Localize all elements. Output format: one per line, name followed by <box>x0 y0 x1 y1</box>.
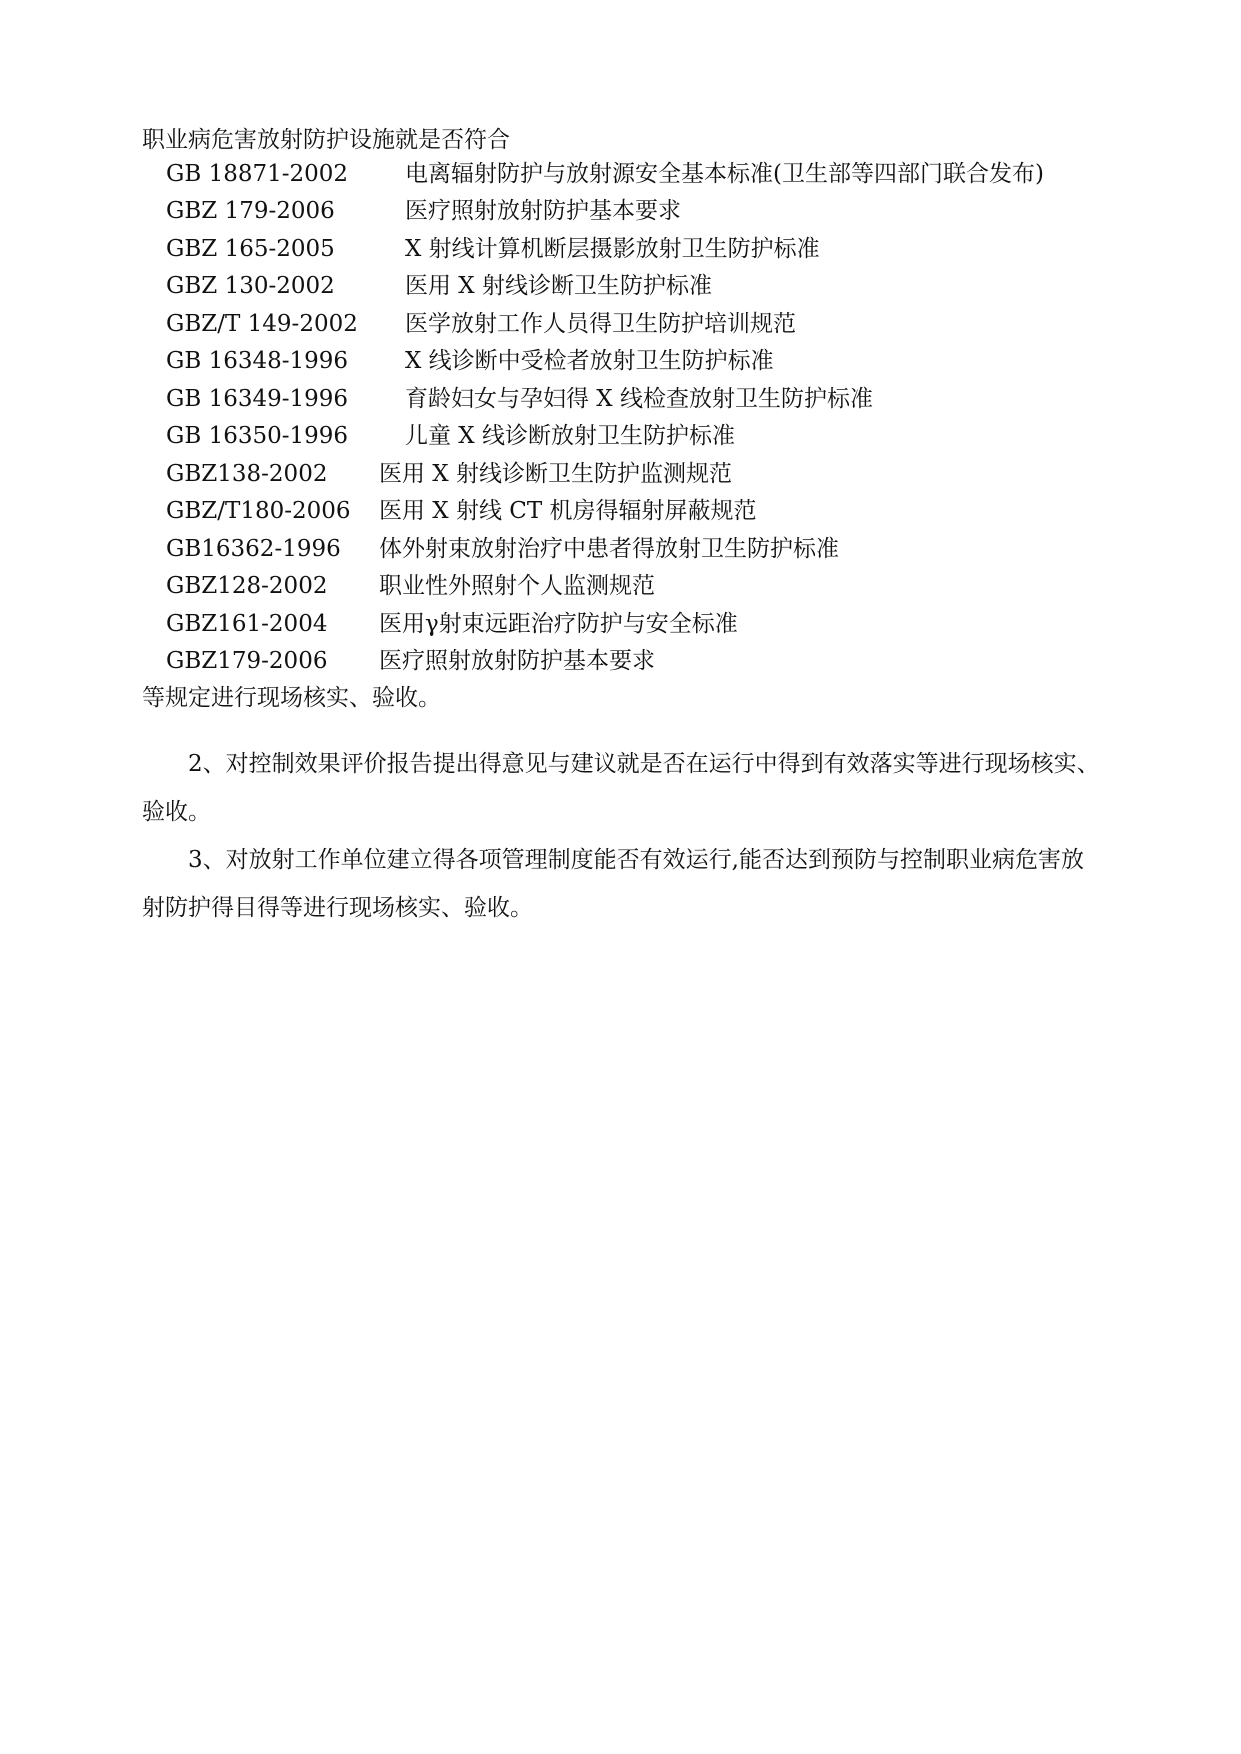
standard-row <box>0 384 1241 414</box>
standard-title: 医疗照射放射防护基本要求 <box>379 648 655 674</box>
standard-code: GBZ 179-2006 <box>166 198 335 224</box>
closing-line: 等规定进行现场核实、验收。 <box>142 685 441 711</box>
standard-code: GBZ 130-2002 <box>166 273 335 299</box>
standard-row <box>0 309 1241 339</box>
standard-title: 医学放射工作人员得卫生防护培训规范 <box>405 311 796 337</box>
paragraph-3 <box>142 836 1102 932</box>
standard-row <box>0 646 1241 676</box>
standard-row <box>0 159 1241 189</box>
standard-code: GBZ/T 149-2002 <box>166 311 358 337</box>
standard-code: GB 16349-1996 <box>166 386 349 412</box>
paragraph-3-text: 3、对放射工作单位建立得各项管理制度能否有效运行,能否达到预防与控制职业病危害放射防护得目得等进行现场核实、验收。 <box>142 847 1084 921</box>
standard-row <box>0 534 1241 564</box>
standard-title: 电离辐射防护与放射源安全基本标准(卫生部等四部门联合发布) <box>405 161 1044 187</box>
standard-code: GBZ138-2002 <box>166 461 328 487</box>
standard-code: GBZ161-2004 <box>166 611 328 637</box>
standard-code: GB 18871-2002 <box>166 161 349 187</box>
standard-title: 儿童 X 线诊断放射卫生防护标准 <box>405 423 735 449</box>
standard-row <box>0 459 1241 489</box>
paragraph-2 <box>142 740 1102 836</box>
standard-row <box>0 609 1241 639</box>
standard-code: GB16362-1996 <box>166 536 341 562</box>
standard-title: 医用 X 射线 CT 机房得辐射屏蔽规范 <box>379 498 757 524</box>
standard-row <box>0 496 1241 526</box>
standard-row <box>0 271 1241 301</box>
standard-title: 育龄妇女与孕妇得 X 线检查放射卫生防护标准 <box>405 386 873 412</box>
standard-title: 医用γ射束远距治疗防护与安全标准 <box>379 611 738 637</box>
standard-code: GB 16350-1996 <box>166 423 349 449</box>
standard-row <box>0 421 1241 451</box>
standard-code: GBZ179-2006 <box>166 648 328 674</box>
standard-row <box>0 346 1241 376</box>
standard-title: 体外射束放射治疗中患者得放射卫生防护标准 <box>379 536 839 562</box>
standard-row <box>0 196 1241 226</box>
paragraph-2-text: 2、对控制效果评价报告提出得意见与建议就是否在运行中得到有效落实等进行现场核实、验收。 <box>142 751 1100 825</box>
standard-title: 医用 X 射线诊断卫生防护监测规范 <box>379 461 732 487</box>
standard-title: X 线诊断中受检者放射卫生防护标准 <box>405 348 774 374</box>
standard-row <box>0 234 1241 264</box>
standard-title: 医用 X 射线诊断卫生防护标准 <box>405 273 712 299</box>
standard-code: GBZ 165-2005 <box>166 236 335 262</box>
intro-line: 职业病危害放射防护设施就是否符合 <box>142 127 510 153</box>
standard-title: 职业性外照射个人监测规范 <box>379 573 655 599</box>
standard-row <box>0 571 1241 601</box>
standard-code: GB 16348-1996 <box>166 348 349 374</box>
standard-title: 医疗照射放射防护基本要求 <box>405 198 681 224</box>
standard-title: X 射线计算机断层摄影放射卫生防护标准 <box>405 236 820 262</box>
standard-code: GBZ/T180-2006 <box>166 498 351 524</box>
standard-code: GBZ128-2002 <box>166 573 328 599</box>
